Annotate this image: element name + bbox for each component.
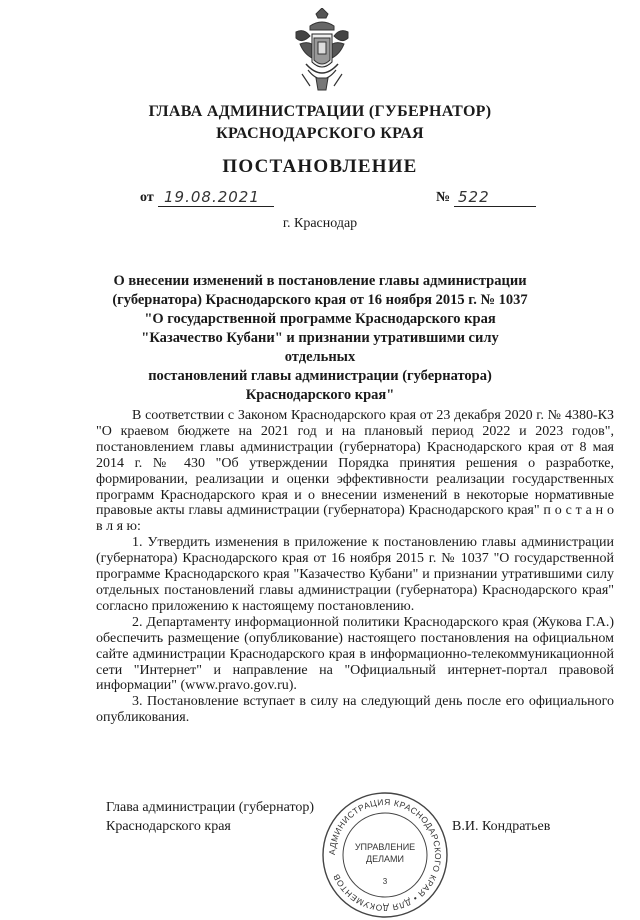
stamp-center-line-1: УПРАВЛЕНИЕ [354, 842, 416, 852]
stamp-center-line-2: ДЕЛАМИ [366, 854, 404, 864]
item-paragraph-3: 3. Постановление вступает в силу на следующий день после его официального опубликования. [96, 694, 614, 726]
authority-line-1: ГЛАВА АДМИНИСТРАЦИИ (ГУБЕРНАТОР) [148, 103, 492, 120]
date-value: 19.08.2021 [164, 188, 260, 206]
title-line: (губернатора) Краснодарского края от 16 ноября 2015 г. № 1037 [112, 292, 528, 308]
item-paragraph-1: 1. Утвердить изменения в приложение к постановлению главы администрации (губернатора) Краснодарского края от 16 ноября 2015 г. № 1037 "О государственной программе Краснодарского края "Казачество Кубани" и признании утратившими силу отдельных постановлений главы администрации (губернатора) Краснодарского края" согласно приложению к настоящему постановлению. [96, 535, 614, 614]
stamp-number: 3 [382, 877, 388, 886]
item-paragraph-2: 2. Департаменту информационной политики Краснодарского края (Жукова Г.А.) обеспечить размещение (опубликование) настоящего постановления на официальном сайте администрации Краснодарского края в информационно-телекоммуникационной сети "Интернет" и направление на "Официальный интернет-портал правовой информации" (www.pravo.gov.ru). [96, 614, 614, 694]
signatory-position-line-2: Краснодарского края [106, 819, 231, 834]
document-type: ПОСТАНОВЛЕНИЕ [222, 156, 418, 177]
document-title [110, 272, 530, 405]
date-prefix: от [140, 190, 154, 205]
number-prefix: № [436, 190, 451, 205]
city-line: г. Краснодар [282, 216, 358, 231]
signatory-name: В.И. Кондратьев [452, 819, 551, 834]
title-line: О внесении изменений в постановление главы администрации [113, 273, 527, 289]
number-value: 522 [458, 188, 490, 206]
official-stamp [320, 790, 450, 920]
title-line: постановлений главы администрации (губернатора) [148, 368, 492, 384]
date-field [158, 188, 274, 207]
title-line: Краснодарского края" [245, 387, 395, 403]
title-line: "О государственной программе Краснодарского края [144, 311, 496, 327]
coat-of-arms-emblem [290, 8, 354, 92]
title-line: "Казачество Кубани" и признании утратившими силу отдельных [141, 330, 499, 365]
number-field [454, 188, 536, 207]
preamble-paragraph: В соответствии с Законом Краснодарского края от 23 декабря 2020 г. № 4380-КЗ "О краевом бюджете на 2021 год и на плановый период 2022 и 2023 годов", постановлением главы администрации (губернатора) Краснодарского края от 8 мая 2014 г. № 430 "Об утверждении Порядка принятия решения о разработке, формировании, реализации и оценки эффективности реализации государственных программ Краснодарского края и о внесении изменений в некоторые нормативные правовые акты главы администрации (губернатора) Краснодарского края" п о с т а н о в л я ю: [96, 408, 614, 535]
document-body [96, 408, 614, 726]
signatory-position [106, 798, 314, 836]
stamp-ring-text: АДМИНИСТРАЦИЯ КРАСНОДАРСКОГО КРАЯ • ДЛЯ ДОКУМЕНТОВ [326, 796, 444, 914]
authority-line-2: КРАСНОДАРСКОГО КРАЯ [216, 125, 424, 142]
signatory-position-line-1: Глава администрации (губернатор) [106, 800, 315, 815]
